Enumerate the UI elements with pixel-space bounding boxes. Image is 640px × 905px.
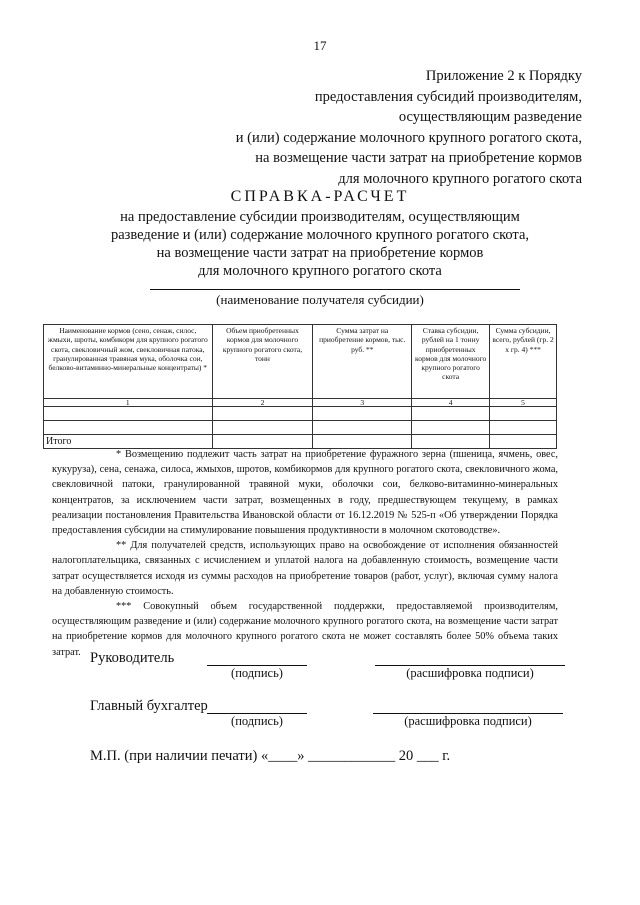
- appendix-line: Приложение 2 к Порядку: [425, 68, 582, 84]
- table-cell[interactable]: [313, 407, 412, 421]
- page-number: 17: [313, 38, 327, 53]
- table-cell[interactable]: [212, 421, 313, 435]
- document-subtitle: [0, 208, 640, 280]
- calculation-table: [43, 324, 557, 449]
- appendix-header: [236, 66, 582, 189]
- appendix-line: осуществляющим разведение: [398, 109, 582, 125]
- subtitle-line: для молочного крупного рогатого скота: [198, 263, 442, 279]
- appendix-line: предоставления субсидий производителям,: [314, 88, 582, 105]
- stamp-date-line: М.П. (при наличии печати) «____» ____________ 20 ___ г.: [90, 748, 451, 764]
- column-number: 1: [44, 399, 213, 407]
- appendix-line: и (или) содержание молочного крупного рогатого скота,: [235, 129, 582, 146]
- footnote: *** Совокупный объем государственной поддержки, предоставляемой производителям, осуществляющим разведение и (или) содержание молочного крупного рогатого скота, на возмещение части затрат на приобретение кормов для молочного крупного рогатого скота не может составлять более 50% объема таких затрат.: [52, 601, 558, 658]
- recipient-field-line[interactable]: [150, 289, 520, 290]
- column-number: 5: [490, 399, 557, 407]
- table-cell[interactable]: [490, 407, 557, 421]
- table-row: [44, 421, 557, 435]
- table-cell[interactable]: [212, 407, 313, 421]
- head-label: Руководитель: [90, 650, 175, 666]
- header-cell: Наименование кормов (сено, сенаж, силос, жмыхи, шроты, комбикорм для крупного рогатого скота, свекловичный жом, свекловичная патока, гранулированная травяная мука, оболочка сои, белково-витаминно-минеральные концентраты) *: [44, 325, 213, 399]
- table-cell[interactable]: [44, 421, 213, 435]
- table-row: [44, 407, 557, 421]
- footnote: * Возмещению подлежит часть затрат на приобретение фуражного зерна (пшеница, ячмень, овес, кукуруза), сена, сенажа, силоса, жмыхов, шротов, комбикормов для крупного рогатого скота, свекловичного жома, свекловичной патоки, гранулированной травяной муки, оболочки сои, белково-витаминно-минеральных концентратов, за исключением части затрат, возмещенных в году, предшествующем текущему, в рамках реализации постановления Правительства Ивановской области от 16.12.2019 № 525-п «Об утверждении Порядка предоставления субсидии на стимулирование повышения продуктивности в молочном скотоводстве».: [52, 449, 558, 537]
- signature-caption: (подпись): [231, 714, 283, 728]
- header-cell: Сумма субсидии, всего, рублей (гр. 2 х гр. 4) ***: [490, 325, 557, 399]
- footnotes: [52, 447, 558, 660]
- header-cell: Объем приобретенных кормов для молочного крупного рогатого скота, тонн: [212, 325, 313, 399]
- appendix-line: для молочного крупного рогатого скота: [338, 170, 582, 187]
- appendix-line: на возмещение части затрат на приобретение кормов: [255, 150, 582, 166]
- table-cell[interactable]: [313, 421, 412, 435]
- column-number: 3: [313, 399, 412, 407]
- document-title: СПРАВКА-РАСЧЕТ: [230, 188, 410, 205]
- subtitle-line: на предоставление субсидии производителям, осуществляющим: [120, 209, 520, 225]
- recipient-label: (наименование получателя субсидии): [216, 292, 424, 307]
- decode-caption: (расшифровка подписи): [404, 714, 532, 728]
- column-number: 2: [212, 399, 313, 407]
- table-cell[interactable]: [412, 407, 490, 421]
- header-cell: Сумма затрат на приобретение кормов, тыс. руб. **: [313, 325, 412, 399]
- subtitle-line: разведение и (или) содержание молочного крупного рогатого скота,: [110, 227, 530, 243]
- table-cell[interactable]: [490, 421, 557, 435]
- table-header-row: [44, 325, 557, 399]
- column-number-row: [44, 399, 557, 407]
- table-cell[interactable]: [412, 421, 490, 435]
- header-cell: Ставка субсидии, рублей на 1 тонну приобретенных кормов для молочного крупного рогатого скота: [412, 325, 490, 399]
- accountant-label: Главный бухгалтер: [90, 698, 208, 714]
- total-label: Итого: [44, 435, 213, 449]
- signature-caption: (подпись): [231, 666, 283, 680]
- decode-caption: (расшифровка подписи): [406, 666, 534, 680]
- subtitle-line: на возмещение части затрат на приобретение кормов: [156, 245, 484, 261]
- table-cell[interactable]: [44, 407, 213, 421]
- column-number: 4: [412, 399, 490, 407]
- footnote: ** Для получателей средств, использующих право на освобождение от исполнения обязанностей налогоплательщика, связанных с исчислением и уплатой налога на добавленную стоимость, возмещение части затрат осуществляется исходя из суммы расходов на приобретение товаров (работ, услуг), включая сумму налога на добавленную стоимость.: [52, 540, 558, 597]
